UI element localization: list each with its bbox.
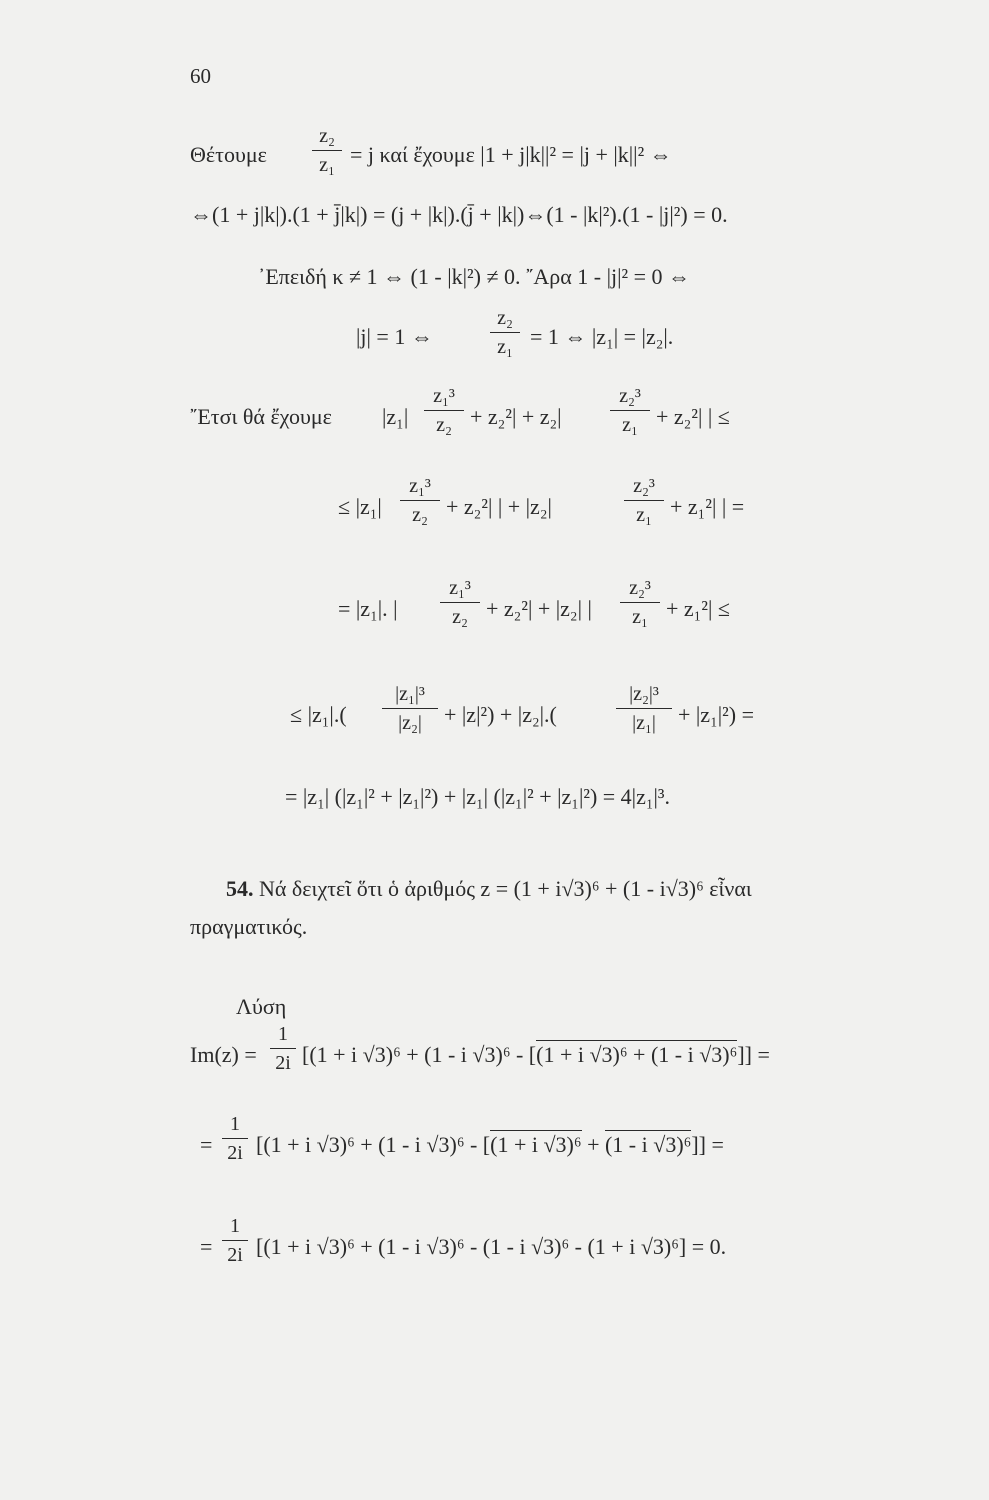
fraction-bar (624, 500, 664, 501)
line-5-fraction-1 (424, 386, 464, 435)
fraction-denominator: z₁ (636, 504, 652, 526)
fraction-denominator: |z₂| (398, 712, 422, 734)
solution-2-main: [(1 + i √3)⁶ + (1 - i √3)⁶ - [ (256, 1132, 491, 1157)
solution-label: Λύση (236, 994, 287, 1019)
solution-2-end: ]] = (691, 1132, 724, 1157)
line-4-b: = 1 ⇔ |z₁| = |z₂|. (530, 324, 674, 349)
solution-2-conjugate-2: (1 - i √3)⁶ (604, 1132, 692, 1157)
fraction-denominator: z₁ (319, 154, 335, 176)
solution-1-end: ]] = (737, 1042, 770, 1067)
fraction-numerator: |z₂|³ (629, 683, 659, 705)
fraction-bar (382, 708, 438, 709)
solution-2-a: = (200, 1132, 213, 1157)
line-2: ⇔(1 + j|k|).(1 + j̄|k|) = (j + |k|).(j̄ + |k|)⇔(1 - |k|²).(1 - |j|²) = 0. (190, 202, 728, 227)
fraction-numerator: 1 (230, 1215, 240, 1237)
fraction-numerator: z₁³ (409, 475, 431, 497)
problem-line-1 (226, 878, 752, 900)
fraction-bar (270, 1048, 296, 1049)
fraction-numerator: z₁³ (433, 385, 455, 407)
line-5-c: + z₂²| | ≤ (656, 404, 730, 429)
fraction-bar (312, 150, 342, 151)
fraction-denominator: 2i (275, 1052, 291, 1074)
fraction-denominator: z₁ (632, 606, 648, 628)
fraction-bar (400, 500, 440, 501)
line-5-a: |z₁| (382, 404, 409, 429)
line-4-a: |j| = 1 ⇔ (356, 324, 433, 349)
fraction-denominator: z₁ (622, 414, 638, 436)
line-6-a: ≤ |z₁| (338, 494, 382, 519)
fraction-denominator: 2i (227, 1244, 243, 1266)
solution-3-b: [(1 + i √3)⁶ + (1 - i √3)⁶ - (1 - i √3)⁶ - (1 + i √3)⁶] = 0. (256, 1234, 727, 1259)
line-5-b: + z₂²| + z₂| (470, 404, 562, 429)
fraction-denominator: 2i (227, 1142, 243, 1164)
line-8-a: ≤ |z₁|.( (290, 702, 347, 727)
solution-1-main: [(1 + i √3)⁶ + (1 - i √3)⁶ - [ (302, 1042, 537, 1067)
fraction-numerator: z₂³ (619, 385, 641, 407)
fraction-bar (490, 332, 520, 333)
line-8-fraction-1 (382, 684, 438, 733)
solution-2-mid: + (581, 1132, 605, 1157)
line-5-fraction-2 (610, 386, 650, 435)
fraction-numerator: z₂ (497, 307, 513, 329)
page-number: 60 (190, 64, 211, 88)
line-5-label: ῎Ετσι θά ἔχουμε (190, 404, 332, 429)
problem-text-1: Νά δειχτεῖ ὅτι ὁ ἀριθμός z = (1 + i√3)⁶ + (1 - i√3)⁶ εἶναι (259, 876, 752, 901)
solution-1-a: Im(z) = (190, 1042, 257, 1067)
fraction-bar (222, 1240, 248, 1241)
fraction-bar (616, 708, 672, 709)
solution-2-conjugate-1: (1 + i √3)⁶ (490, 1132, 582, 1157)
line-7-fraction-1 (440, 578, 480, 627)
line-8-b: + |z|²) + |z₂|.( (444, 702, 557, 727)
solution-2-fraction (222, 1114, 248, 1163)
line-7-c: + z₁²| ≤ (666, 596, 730, 621)
problem-number: 54. (226, 876, 254, 901)
line-8-fraction-2 (616, 684, 672, 733)
line-3: ᾿Επειδή κ ≠ 1 ⇔ (1 - |k|²) ≠ 0. ῎Αρα 1 - |j|² = 0 ⇔ (258, 264, 690, 289)
line-1-label: Θέτουμε (190, 142, 267, 167)
problem-line-2: πραγματικός. (190, 914, 308, 939)
solution-1-b (302, 1044, 770, 1066)
fraction-numerator: |z₁|³ (395, 683, 425, 705)
line-7-fraction-2 (620, 578, 660, 627)
line-1-rest: = j καί ἔχουμε |1 + j|k||² = |j + |k||² ⇔ (350, 142, 672, 167)
fraction-bar (610, 410, 650, 411)
line-4-fraction (490, 308, 520, 357)
fraction-denominator: |z₁| (632, 712, 656, 734)
solution-1-conjugate: (1 + i √3)⁶ + (1 - i √3)⁶ (536, 1042, 738, 1067)
fraction-denominator: z₁ (497, 336, 513, 358)
fraction-numerator: 1 (230, 1113, 240, 1135)
fraction-denominator: z₂ (412, 504, 428, 526)
fraction-numerator: z₂ (319, 125, 335, 147)
fraction-bar (620, 602, 660, 603)
fraction-numerator: 1 (278, 1023, 288, 1045)
fraction-bar (424, 410, 464, 411)
fraction-numerator: z₁³ (449, 577, 471, 599)
solution-3-a: = (200, 1234, 213, 1259)
line-8-c: + |z₁|²) = (678, 702, 754, 727)
fraction-denominator: z₂ (452, 606, 468, 628)
fraction-denominator: z₂ (436, 414, 452, 436)
solution-2-b (256, 1134, 724, 1156)
line-6-fraction-1 (400, 476, 440, 525)
fraction-numerator: z₂³ (629, 577, 651, 599)
line-7-a: = |z₁|. | (338, 596, 398, 621)
solution-3-fraction (222, 1216, 248, 1265)
solution-1-fraction (270, 1024, 296, 1073)
line-9: = |z₁| (|z₁|² + |z₁|²) + |z₁| (|z₁|² + |z₁|²) = 4|z₁|³. (285, 784, 671, 809)
line-1-fraction (312, 126, 342, 175)
fraction-bar (440, 602, 480, 603)
fraction-bar (222, 1138, 248, 1139)
line-6-c: + z₁²| | = (670, 494, 745, 519)
line-7-b: + z₂²| + |z₂| | (486, 596, 592, 621)
line-6-fraction-2 (624, 476, 664, 525)
line-6-b: + z₂²| | + |z₂| (446, 494, 552, 519)
fraction-numerator: z₂³ (633, 475, 655, 497)
